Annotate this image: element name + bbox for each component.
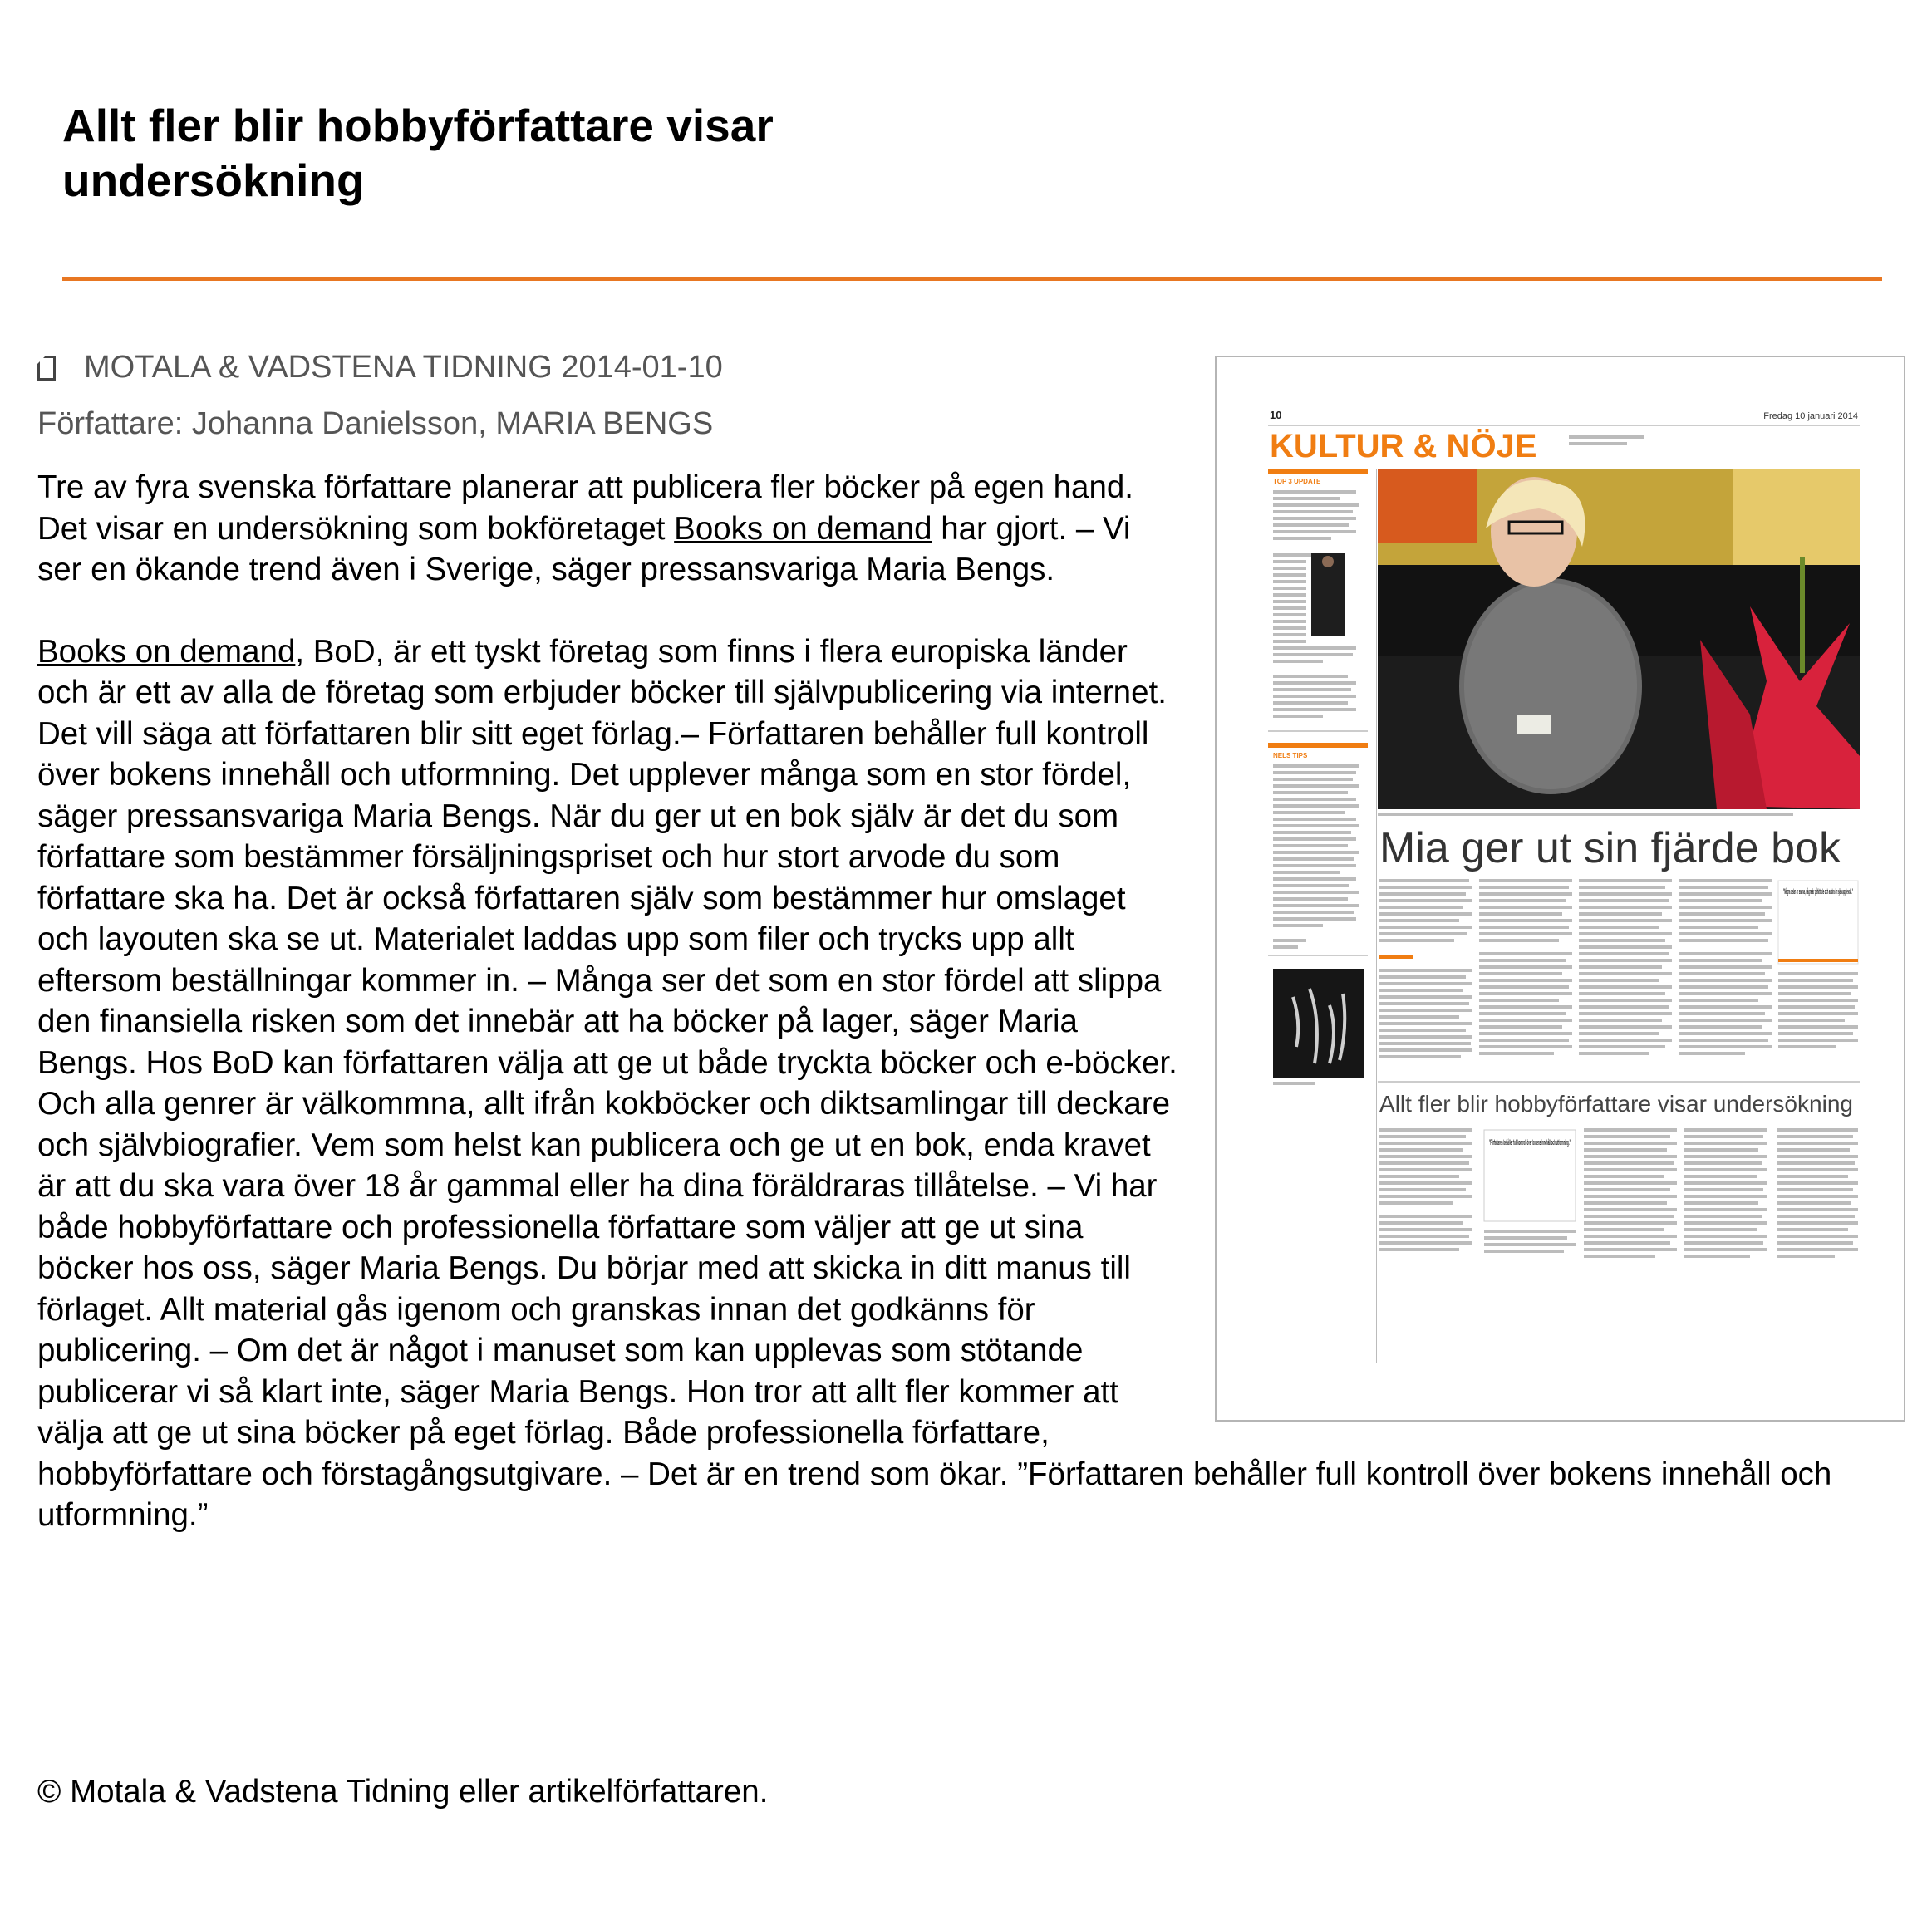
lead-text-2: har gjort. – Vi ser en ökande trend även i Sverige, säger pressansvariga Maria Bengs. bbox=[37, 510, 1131, 587]
clip-subheadline: Allt fler blir hobbyförfattare visar undersökning bbox=[1379, 1091, 1853, 1117]
newspaper-clipping[interactable] bbox=[1215, 356, 1905, 1422]
clip-pull-quote-2: ”Författaren behåller full kontroll över bokens innehåll och utformning.” bbox=[1489, 1138, 1571, 1147]
newspaper-page-image bbox=[1268, 407, 1860, 1363]
body-text: , BoD, är ett tyskt företag som finns i flera europiska länder och är ett av alla de företag som erbjuder böcker till självpublicering via internet. Det vill säga att författaren blir sitt eget förlag.– Författaren behåller full kontroll över bokens innehåll och utformning. Det upplever många som en stor fördel, säger pressansvariga Maria Bengs. När du ger ut en bok själv är det du som författare som bestämmer försäljningspriset och hur stort arvode du som författare ska ha. Det är också författaren själv som bestämmer hur omslaget och layouten ska se ut. Materialet laddas upp som filer och trycks upp allt eftersom beställningar kommer in. – Många ser det som en stor fördel att slippa den finansiella risken som det innebär att ha böcker på lager, säger Maria Bengs. Hos BoD kan författaren välja att ge ut både tryckta böcker och e-böcker. Och alla genrer är välkommna, allt ifrån kokböcker och diktsamlingar till deckare och självbiografier. Vem som helst kan publicera och ge ut en bok, enda kravet är att du ska vara över 18 år gammal eller ha dina föräldraras tillåtelse. – Vi har både hobbyförfattare och professionella författare som väljer att ge ut sina böcker hos oss, säger Maria Bengs. Du börjar med att skicka in ditt manus till förlaget. Allt material gås igenom och granskas innan det godkänns för publicering. – Om det är något i manuset som kan upplevas som stötande publicerar vi så klart inte, säger Maria Bengs. Hon tror att allt fler kommer att välja att ge ut sina böcker på eget förlag. Både professionella författare, hobbyförfattare och förstagångsutgivare. – Det är en trend som ökar. ”Författaren behåller full kontroll över bokens innehåll och utformning.” bbox=[37, 633, 1832, 1533]
lead-text-1: Tre av fyra svenska författare planerar att publicera fler böcker på egen hand. Det visar en undersökning som bokföretaget bbox=[37, 469, 1133, 547]
clipping-container bbox=[1215, 356, 1907, 1427]
clip-date: Fredag 10 januari 2014 bbox=[1763, 411, 1858, 421]
source-label: MOTALA & VADSTENA TIDNING 2014-01-10 bbox=[84, 350, 723, 385]
title-divider bbox=[62, 277, 1882, 281]
article-source bbox=[37, 347, 723, 387]
clip-sidebar-top: TOP 3 UPDATE bbox=[1273, 478, 1321, 485]
books-on-demand-link-1[interactable]: Books on demand bbox=[674, 510, 932, 547]
clip-pull-quote-1: ”Några delar är sanna, några är påhittade och andra är självupplevda.” bbox=[1783, 887, 1853, 896]
copyright-notice: © Motala & Vadstena Tidning eller artikelförfattaren. bbox=[37, 1774, 769, 1810]
clip-section-title: KULTUR & NÖJE bbox=[1270, 428, 1537, 464]
clip-page-number: 10 bbox=[1270, 409, 1282, 421]
clip-headline: Mia ger ut sin fjärde bok bbox=[1379, 824, 1841, 872]
clip-sidebar-tips: NELS TIPS bbox=[1273, 752, 1308, 759]
document-icon bbox=[37, 356, 56, 381]
books-on-demand-link-2[interactable]: Books on demand bbox=[37, 633, 296, 670]
article-authors: Författare: Johanna Danielsson, MARIA BENGS bbox=[37, 406, 714, 441]
article-title: Allt fler blir hobbyförfattare visar undersökning bbox=[62, 100, 774, 206]
